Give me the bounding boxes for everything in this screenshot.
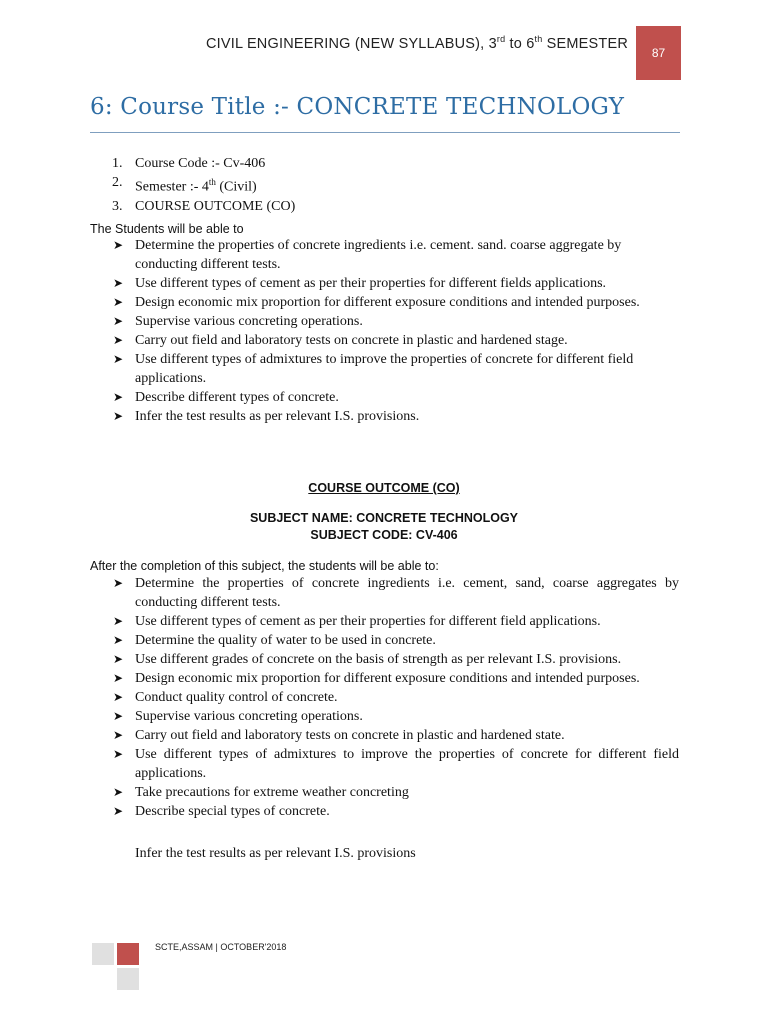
footer-decor-square [117, 943, 139, 965]
arrowhead-bullet-icon: ➤ [113, 671, 124, 685]
list-item: ➤ Use different types of admixtures to improve the properties of concrete for different field applications. [113, 352, 634, 386]
list-item: ➤ Determine the properties of concrete ingredients i.e. cement, sand, coarse aggregates by conducting different tests. [113, 576, 679, 610]
intro-text: The Students will be able to [90, 222, 244, 236]
arrowhead-bullet-icon: ➤ [113, 614, 124, 628]
subject-code: SUBJECT CODE: CV-406 [310, 528, 458, 542]
list-item: ➤ Design economic mix proportion for different exposure conditions and intended purposes. [113, 295, 640, 310]
arrowhead-bullet-icon: ➤ [113, 804, 124, 818]
arrowhead-bullet-icon: ➤ [113, 728, 124, 742]
arrowhead-bullet-icon: ➤ [113, 652, 124, 666]
list-item: ➤ Supervise various concreting operations. [113, 314, 363, 329]
list-item: 1. Course Code :- Cv-406 [112, 156, 266, 171]
arrowhead-bullet-icon: ➤ [113, 409, 124, 423]
outcomes-list-1 [113, 236, 653, 426]
list-item: ➤ Design economic mix proportion for different exposure conditions and intended purposes. [113, 671, 640, 686]
list-item: ➤ Infer the test results as per relevant I.S. provisions. [113, 409, 420, 424]
arrowhead-bullet-icon: ➤ [113, 709, 124, 723]
list-item: ➤ Carry out field and laboratory tests on concrete in plastic and hardened state. [113, 728, 565, 743]
list-item: ➤ Use different types of cement as per their properties for different fields applications. [113, 276, 607, 291]
arrowhead-bullet-icon: ➤ [113, 785, 124, 799]
arrowhead-bullet-icon: ➤ [113, 333, 124, 347]
footer-text: SCTE,ASSAM | OCTOBER'2018 [155, 942, 287, 952]
list-item: ➤ Use different grades of concrete on the basis of strength as per relevant I.S. provisions. [113, 652, 622, 667]
arrowhead-bullet-icon: ➤ [113, 238, 124, 252]
section-heading: COURSE OUTCOME (CO) [308, 481, 460, 495]
footer-decor-square [117, 968, 139, 990]
page-number-badge: 87 [636, 26, 681, 80]
arrowhead-bullet-icon: ➤ [113, 276, 124, 290]
list-item: ➤ Determine the quality of water to be used in concrete. [113, 633, 436, 648]
intro-text-2: After the completion of this subject, the students will be able to: [90, 559, 439, 573]
list-item: ➤ Take precautions for extreme weather concreting [113, 785, 409, 800]
title-divider [90, 132, 680, 133]
arrowhead-bullet-icon: ➤ [113, 690, 124, 704]
course-title: 6: Course Title :- CONCRETE TECHNOLOGY [90, 94, 625, 120]
list-item: ➤ Use different types of cement as per their properties for different field applications. [113, 614, 601, 629]
subject-name: SUBJECT NAME: CONCRETE TECHNOLOGY [249, 511, 519, 525]
arrowhead-bullet-icon: ➤ [113, 633, 124, 647]
list-item: ➤ Describe different types of concrete. [113, 390, 339, 405]
arrowhead-bullet-icon: ➤ [113, 314, 124, 328]
arrowhead-bullet-icon: ➤ [113, 576, 124, 590]
running-header: CIVIL ENGINEERING (NEW SYLLABUS), 3rd to 6th SEMESTER [205, 34, 628, 52]
list-item: 2. Semester :- 4th (Civil) [112, 175, 257, 195]
outcomes-list-2 [113, 574, 679, 821]
arrowhead-bullet-icon: ➤ [113, 295, 124, 309]
list-item: ➤ Determine the properties of concrete ingredients i.e. cement. sand. coarse aggregate by conducting different tests. [113, 238, 622, 272]
arrowhead-bullet-icon: ➤ [113, 747, 124, 761]
arrowhead-bullet-icon: ➤ [113, 352, 124, 366]
final-outcome-line: Infer the test results as per relevant I.S. provisions [135, 846, 416, 861]
arrowhead-bullet-icon: ➤ [113, 390, 124, 404]
list-item: ➤ Carry out field and laboratory tests on concrete in plastic and hardened stage. [113, 333, 568, 348]
list-item: ➤ Supervise various concreting operations. [113, 709, 363, 724]
footer-decor-square [92, 943, 114, 965]
list-item: ➤ Conduct quality control of concrete. [113, 690, 338, 705]
list-item: ➤ Describe special types of concrete. [113, 804, 330, 819]
list-item: 3. COURSE OUTCOME (CO) [112, 198, 296, 214]
list-item: ➤ Use different types of admixtures to improve the properties of concrete for different field applications. [113, 747, 679, 781]
course-info-list [112, 154, 295, 216]
